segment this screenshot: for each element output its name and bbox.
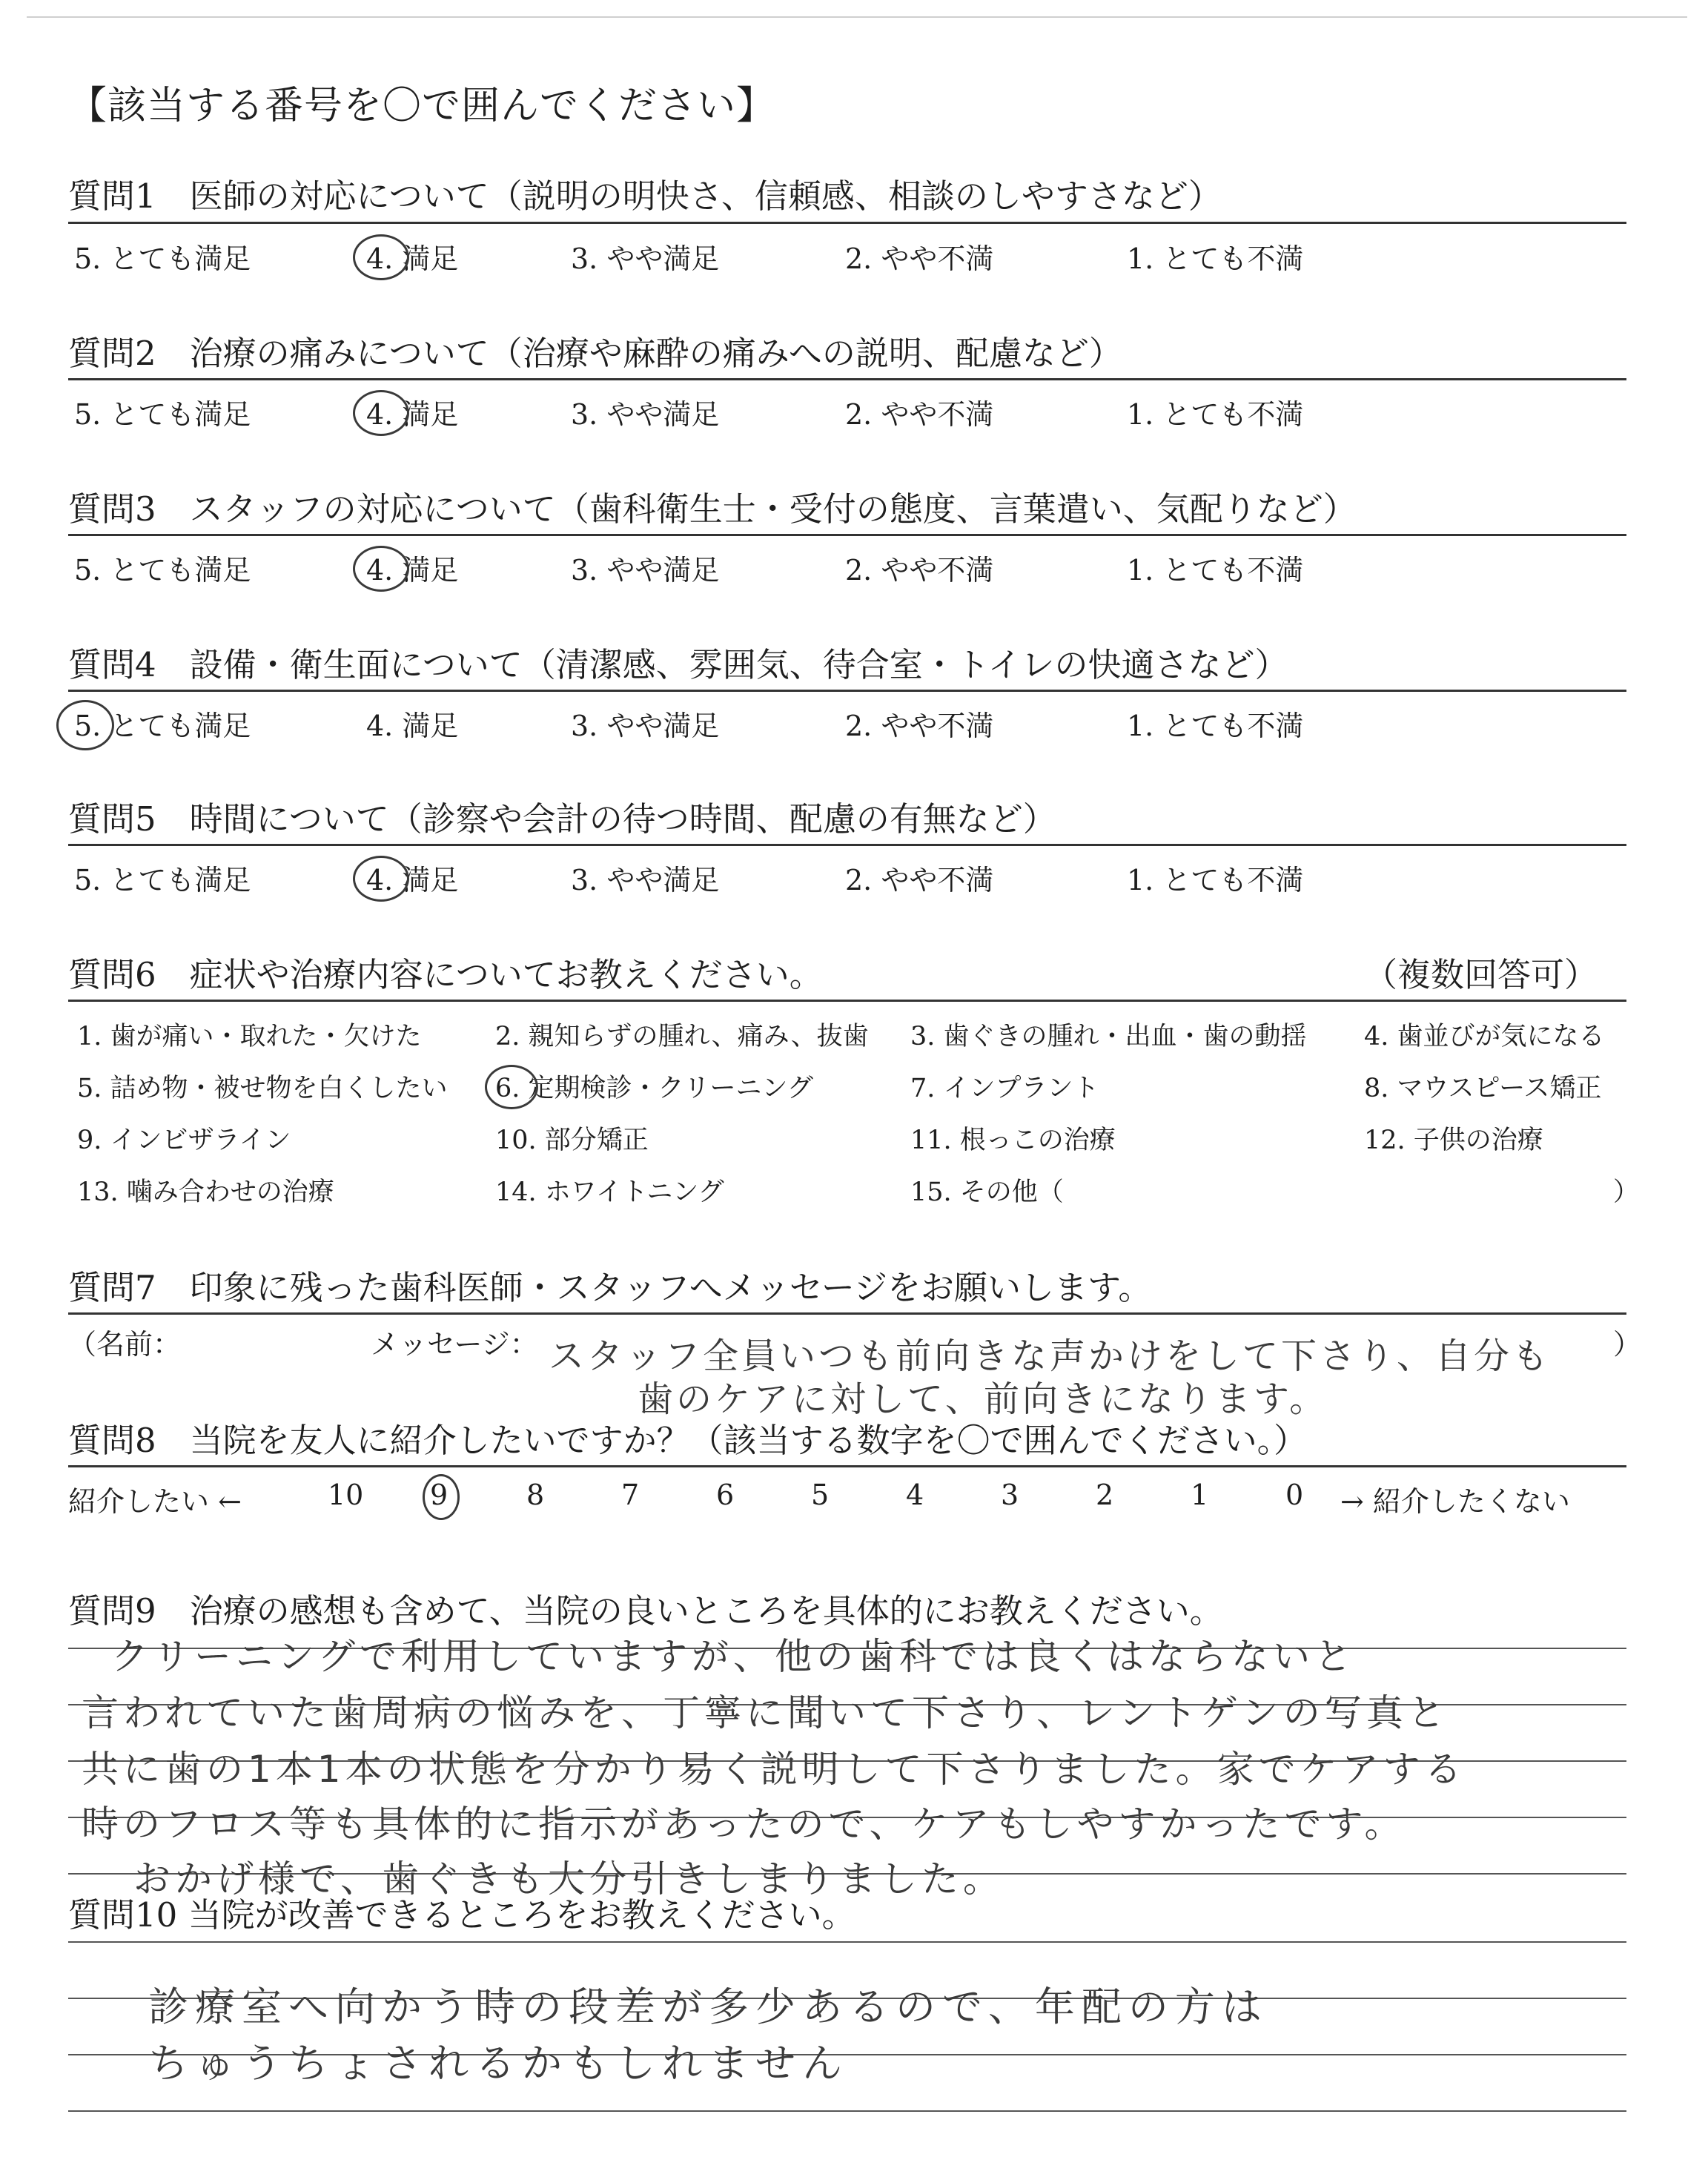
handwritten-answer-line: 共に歯の1本1本の状態を分かり易く説明して下さりました。家でケアする	[82, 1748, 1466, 1791]
other-close-paren: ）	[1613, 1178, 1640, 1207]
question-7-title: 質問7 印象に残った歯科医師・スタッフへメッセージをお願いします。	[68, 1268, 1152, 1307]
option-2[interactable]: 2. やや不満	[845, 242, 994, 275]
question-6-title: 質問6 症状や治療内容についてお教えください。	[68, 955, 823, 994]
symptom-option[interactable]: 7. インプラント	[910, 1074, 1099, 1103]
handwritten-message-line: 歯のケアに対して、前向きになります。	[638, 1378, 1328, 1420]
handwritten-answer-line: おかげ様で、歯ぐきも大分引きしまりました。	[133, 1857, 1004, 1900]
scale-value[interactable]: 2	[1096, 1479, 1114, 1511]
selection-circle	[485, 1065, 538, 1109]
option-2[interactable]: 2. やや不満	[845, 864, 994, 896]
option-1[interactable]: 1. とても不満	[1127, 864, 1304, 896]
option-1[interactable]: 1. とても不満	[1127, 398, 1304, 431]
option-2[interactable]: 2. やや不満	[845, 398, 994, 431]
symptom-option[interactable]: 11. 根っこの治療	[910, 1126, 1116, 1155]
symptom-option[interactable]: 15. その他（	[910, 1178, 1064, 1207]
question-4-title: 質問4 設備・衛生面について（清潔感、雰囲気、待合室・トイレの快適さなど）	[68, 645, 1288, 684]
scale-value[interactable]: 6	[716, 1479, 735, 1511]
scale-value[interactable]: 3	[1001, 1479, 1019, 1511]
question-2-title: 質問2 治療の痛みについて（治療や麻酔の痛みへの説明、配慮など）	[68, 334, 1122, 373]
scan-top-edge	[27, 16, 1687, 18]
question-1-rule	[68, 222, 1626, 224]
option-5[interactable]: 5. とても満足	[74, 710, 251, 742]
option-4[interactable]: 4. 満足	[366, 710, 459, 742]
question-1-title: 質問1 医師の対応について（説明の明快さ、信頼感、相談のしやすさなど）	[68, 176, 1222, 216]
symptom-option[interactable]: 2. 親知らずの腫れ、痛み、抜歯	[495, 1022, 869, 1051]
symptom-option[interactable]: 13. 噛み合わせの治療	[77, 1178, 334, 1207]
selection-circle	[56, 700, 114, 750]
option-2[interactable]: 2. やや不満	[845, 554, 994, 587]
handwritten-message-line: スタッフ全員いつも前向きな声かけをして下さり、自分も	[549, 1335, 1552, 1377]
question-5-rule	[68, 844, 1626, 846]
selection-circle	[353, 234, 409, 280]
question-4-rule	[68, 690, 1626, 692]
scale-value[interactable]: 1	[1191, 1479, 1209, 1511]
question-7-rule	[68, 1312, 1626, 1315]
selection-circle	[353, 390, 409, 436]
symptom-option[interactable]: 8. マウスピース矯正	[1364, 1074, 1602, 1103]
symptom-option[interactable]: 5. 詰め物・被せ物を白くしたい	[77, 1074, 448, 1103]
handwritten-answer-line: 時のフロス等も具体的に指示があったので、ケアもしやすかったです。	[82, 1803, 1406, 1846]
question-9-title: 質問9 治療の感想も含めて、当院の良いところを具体的にお教えください。	[68, 1591, 1223, 1631]
selection-circle	[353, 856, 409, 902]
question-5-title: 質問5 時間について（診察や会計の待つ時間、配慮の有無など）	[68, 799, 1056, 839]
option-1[interactable]: 1. とても不満	[1127, 554, 1304, 587]
message-label: メッセージ：	[371, 1328, 538, 1361]
answer-line	[68, 2110, 1626, 2112]
symptom-option[interactable]: 12. 子供の治療	[1364, 1126, 1543, 1155]
option-5[interactable]: 5. とても満足	[74, 242, 251, 275]
message-close-paren: ）	[1613, 1328, 1642, 1361]
option-1[interactable]: 1. とても不満	[1127, 242, 1304, 275]
question-8-rule	[68, 1465, 1626, 1467]
scale-value[interactable]: 8	[526, 1479, 545, 1511]
option-3[interactable]: 3. やや満足	[571, 710, 720, 742]
option-4[interactable]: 4. 満足	[366, 398, 459, 431]
scale-value[interactable]: 7	[621, 1479, 640, 1511]
form-header: 【該当する番号を〇で囲んでください】	[68, 84, 776, 128]
name-label: （名前：	[68, 1328, 182, 1361]
option-5[interactable]: 5. とても満足	[74, 398, 251, 431]
symptom-option[interactable]: 10. 部分矯正	[495, 1126, 649, 1155]
handwritten-answer-line: ちゅうちょされるかもしれません	[148, 2040, 849, 2087]
selection-circle	[353, 546, 409, 592]
handwritten-answer-line: 言われていた歯周病の悩みを、丁寧に聞いて下さり、レントゲンの写真と	[82, 1691, 1449, 1734]
question-10-title: 質問10 当院が改善できるところをお教えください。	[68, 1895, 855, 1935]
option-5[interactable]: 5. とても満足	[74, 864, 251, 896]
question-6-rule	[68, 1000, 1626, 1002]
option-3[interactable]: 3. やや満足	[571, 398, 720, 431]
selection-circle	[423, 1474, 460, 1520]
symptom-option[interactable]: 3. 歯ぐきの腫れ・出血・歯の動揺	[910, 1022, 1307, 1051]
recommend-right-label: → 紹介したくない	[1340, 1485, 1570, 1518]
recommend-left-label: 紹介したい ←	[68, 1485, 242, 1518]
symptom-option[interactable]: 9. インビザライン	[77, 1126, 291, 1155]
option-4[interactable]: 4. 満足	[366, 864, 459, 896]
symptom-option[interactable]: 14. ホワイトニング	[495, 1178, 724, 1207]
option-1[interactable]: 1. とても不満	[1127, 710, 1304, 742]
scale-value[interactable]: 10	[328, 1479, 364, 1511]
symptom-option[interactable]: 1. 歯が痛い・取れた・欠けた	[77, 1022, 422, 1051]
scale-value[interactable]: 5	[811, 1479, 830, 1511]
scale-value[interactable]: 4	[906, 1479, 924, 1511]
question-3-rule	[68, 534, 1626, 536]
option-3[interactable]: 3. やや満足	[571, 864, 720, 896]
scale-value[interactable]: 0	[1285, 1479, 1304, 1511]
question-3-title: 質問3 スタッフの対応について（歯科衛生士・受付の態度、言葉遣い、気配りなど）	[68, 489, 1357, 529]
answer-line	[68, 1941, 1626, 1943]
option-4[interactable]: 4. 満足	[366, 554, 459, 587]
scale-value[interactable]: 9	[430, 1479, 448, 1511]
option-3[interactable]: 3. やや満足	[571, 242, 720, 275]
question-2-rule	[68, 378, 1626, 380]
option-4[interactable]: 4. 満足	[366, 242, 459, 275]
option-2[interactable]: 2. やや不満	[845, 710, 994, 742]
option-5[interactable]: 5. とても満足	[74, 554, 251, 587]
handwritten-answer-line: クリーニングで利用していますが、他の歯科では良くはならないと	[111, 1635, 1356, 1678]
symptom-option[interactable]: 4. 歯並びが気になる	[1364, 1022, 1605, 1051]
symptom-option[interactable]: 6. 定期検診・クリーニング	[495, 1074, 813, 1103]
option-3[interactable]: 3. やや満足	[571, 554, 720, 587]
multiple-answers-note: （複数回答可）	[1364, 955, 1598, 994]
question-8-title: 質問8 当院を友人に紹介したいですか？（該当する数字を〇で囲んでください。）	[68, 1421, 1308, 1460]
handwritten-answer-line: 診療室へ向かう時の段差が多少あるので、年配の方は	[148, 1984, 1268, 2030]
